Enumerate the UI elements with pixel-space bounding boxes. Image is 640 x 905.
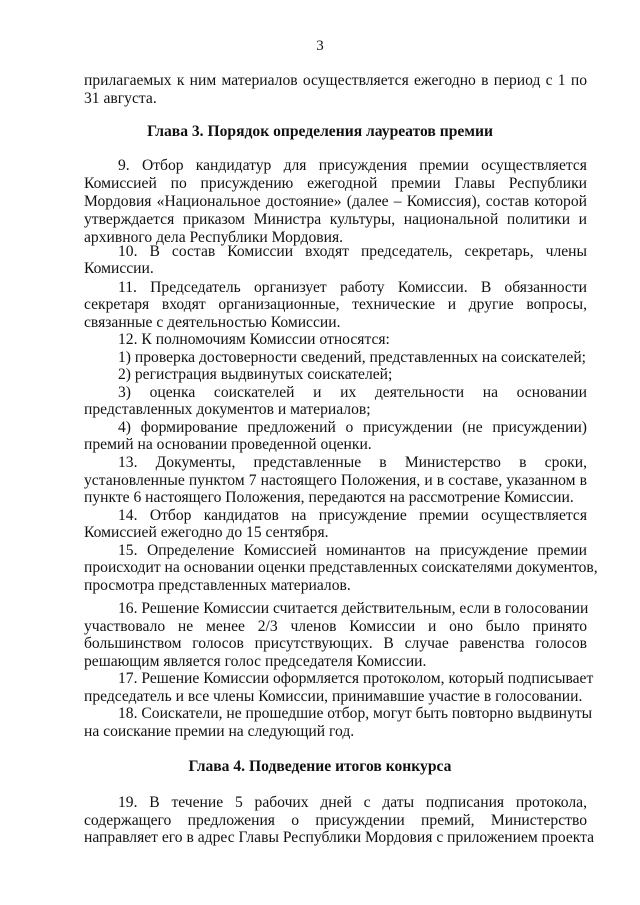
text-line: 13. Документы, представленные в Министерство в сроки, bbox=[118, 454, 587, 471]
text-line: 14. Отбор кандидатов на присуждение премии осуществляется bbox=[118, 507, 587, 524]
chapter-4-heading: Глава 4. Подведение итогов конкурса bbox=[188, 758, 452, 775]
text-line: 11. Председатель организует работу Комиссии. В обязанности bbox=[118, 279, 587, 296]
text-line: на соискание премии на следующий год. bbox=[84, 723, 355, 740]
text-line: премий на основании проведенной оценки. bbox=[84, 436, 372, 453]
text-line: происходит на основании оценки представленных соискателями документов, bbox=[84, 559, 598, 576]
text-line: 12. К полномочиям Комиссии относятся: bbox=[118, 331, 390, 348]
text-line: Комиссией ежегодно до 15 сентября. bbox=[84, 524, 329, 541]
text-line: 15. Определение Комиссией номинантов на присуждение премии bbox=[118, 542, 587, 559]
text-line: содержащего предложения о присуждении премий, Министерство bbox=[84, 812, 587, 829]
text-line: направляет его в адрес Главы Республики Мордовия с приложением проекта bbox=[84, 829, 595, 846]
text-line: 18. Соискатели, не прошедшие отбор, могут быть повторно выдвинуты bbox=[118, 705, 593, 722]
text-line: архивного дела Республики Мордовия. bbox=[84, 229, 344, 246]
text-line: Комиссией по присуждению ежегодной премии Главы Республики bbox=[84, 175, 587, 192]
text-line: председатель и все члены Комиссии, принимавшие участие в голосовании. bbox=[84, 688, 583, 705]
text-line: представленных документов и материалов; bbox=[84, 401, 371, 418]
chapter-3-heading: Глава 3. Порядок определения лауреатов премии bbox=[147, 123, 493, 140]
text-line: 31 августа. bbox=[84, 90, 157, 107]
text-line: Мордовия «Национальное достояние» (далее – Комиссия), состав которой bbox=[84, 193, 587, 210]
text-line: 9. Отбор кандидатур для присуждения премии осуществляется bbox=[118, 157, 587, 174]
text-line: 1) проверка достоверности сведений, представленных на соискателей; bbox=[118, 349, 587, 366]
text-line: 17. Решение Комиссии оформляется протоколом, который подписывает bbox=[118, 670, 594, 687]
text-line: 3) оценка соискателей и их деятельности на основании bbox=[118, 384, 587, 401]
text-line: пункте 6 настоящего Положения, передаются на рассмотрение Комиссии. bbox=[84, 489, 574, 506]
text-line: 16. Решение Комиссии считается действительным, если в голосовании bbox=[118, 600, 589, 617]
text-line: связанные с деятельностью Комиссии. bbox=[84, 314, 341, 331]
text-line: 19. В течение 5 рабочих дней с даты подписания протокола, bbox=[118, 794, 587, 811]
text-line: утверждается приказом Министра культуры, национальной политики и bbox=[84, 211, 587, 228]
page-number: 3 bbox=[316, 38, 324, 54]
text-line: большинством голосов присутствующих. В случае равенства голосов bbox=[84, 635, 587, 652]
text-line: секретаря входят организационные, технические и другие вопросы, bbox=[84, 296, 587, 313]
text-line: 10. В состав Комиссии входят председатель, секретарь, члены bbox=[118, 243, 587, 260]
text-line: 2) регистрация выдвинутых соискателей; bbox=[118, 366, 393, 383]
text-line: просмотра представленных материалов. bbox=[84, 577, 351, 594]
text-line: участвовало не менее 2/3 членов Комиссии и оно было принято bbox=[84, 618, 587, 635]
text-line: 4) формирование предложений о присуждении (не присуждении) bbox=[118, 419, 587, 436]
text-line: решающим является голос председателя Комиссии. bbox=[84, 653, 427, 670]
text-line: установленные пунктом 7 настоящего Положения, и в составе, указанном в bbox=[84, 472, 587, 489]
text-line: Комиссии. bbox=[84, 260, 154, 277]
text-line: прилагаемых к ним материалов осуществляется ежегодно в период с 1 по bbox=[84, 72, 587, 89]
